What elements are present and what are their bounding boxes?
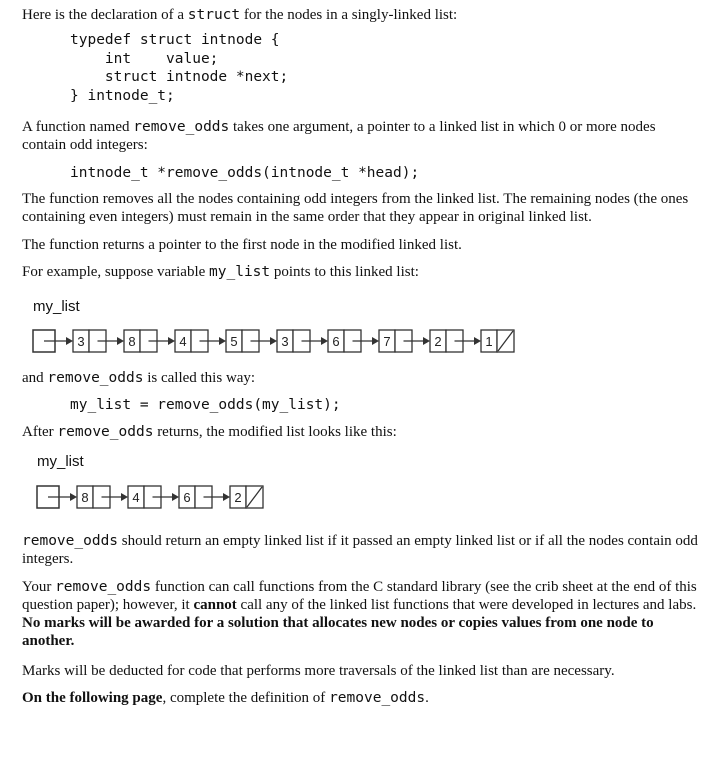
list-after-diagram (0, 482, 715, 512)
arrow-head (423, 337, 430, 345)
arrow-head (172, 493, 179, 501)
crib-sheet-text: Your remove_odds function can call functions from the C standard library (see the crib sheet at the end of this question paper); however, it cannot call any of the linked list functions that were developed in lectures and labs. No marks will be awarded for a solution that allocates new nodes or copies values from one node to another. (22, 579, 697, 649)
struct-line: int value; (70, 50, 219, 67)
arrow-head (121, 493, 128, 501)
empty-list-text: remove_odds should return an empty linked list if it passed an empty linked list or if all the nodes contain odd integers. (22, 533, 698, 567)
arrow-head (474, 337, 481, 345)
after-returns-text: After remove_odds returns, the modified list looks like this: (22, 424, 397, 440)
arrow-head (117, 337, 124, 345)
removes-description: The function removes all the nodes containing odd integers from the linked list. The remaining nodes (the ones containing even integers) must remain in the same order that they appear in original linked list. (22, 191, 689, 225)
node-value: 1 (485, 334, 493, 349)
called-text: and remove_odds is called this way: (22, 370, 256, 386)
arrow-head (66, 337, 73, 345)
node-value: 6 (183, 490, 191, 505)
returns-description: The function returns a pointer to the first node in the modified linked list. (22, 237, 462, 253)
struct-line: } intnode_t; (70, 87, 175, 104)
struct-declaration (70, 31, 288, 105)
node-value: 8 (128, 334, 136, 349)
call-code: my_list = remove_odds(my_list); (70, 397, 341, 413)
deduction-text: Marks will be deducted for code that performs more traversals of the linked list than are necessary. (22, 663, 615, 679)
node-value: 3 (77, 334, 85, 349)
arrow-head (270, 337, 277, 345)
node-value: 7 (383, 334, 391, 349)
arrow-head (223, 493, 230, 501)
node-value: 2 (434, 334, 442, 349)
function-description: A function named remove_odds takes one argument, a pointer to a linked list in which 0 or more nodes contain odd integers: (22, 119, 656, 153)
arrow-head (168, 337, 175, 345)
node-value: 6 (332, 334, 340, 349)
example-text: For example, suppose variable my_list points to this linked list: (22, 264, 419, 280)
function-prototype: intnode_t *remove_odds(intnode_t *head); (70, 165, 420, 181)
node-value: 2 (234, 490, 242, 505)
node-value: 5 (230, 334, 238, 349)
struct-line: struct intnode *next; (70, 69, 289, 85)
node-value: 4 (132, 490, 140, 505)
arrow-head (219, 337, 226, 345)
final-instruction: On the following page, complete the definition of remove_odds. (22, 690, 429, 706)
node-value: 4 (179, 334, 187, 349)
arrow-head (372, 337, 379, 345)
arrow-head (321, 337, 328, 345)
node-value: 3 (281, 334, 289, 349)
list-after-label: my_list (37, 453, 84, 470)
node-value: 8 (81, 490, 89, 505)
list-before-diagram (0, 326, 715, 356)
arrow-head (70, 493, 77, 501)
struct-line: typedef struct intnode { (70, 32, 280, 48)
intro-text: Here is the declaration of a struct for the nodes in a singly-linked list: (22, 7, 458, 23)
list-before-label: my_list (33, 298, 80, 315)
